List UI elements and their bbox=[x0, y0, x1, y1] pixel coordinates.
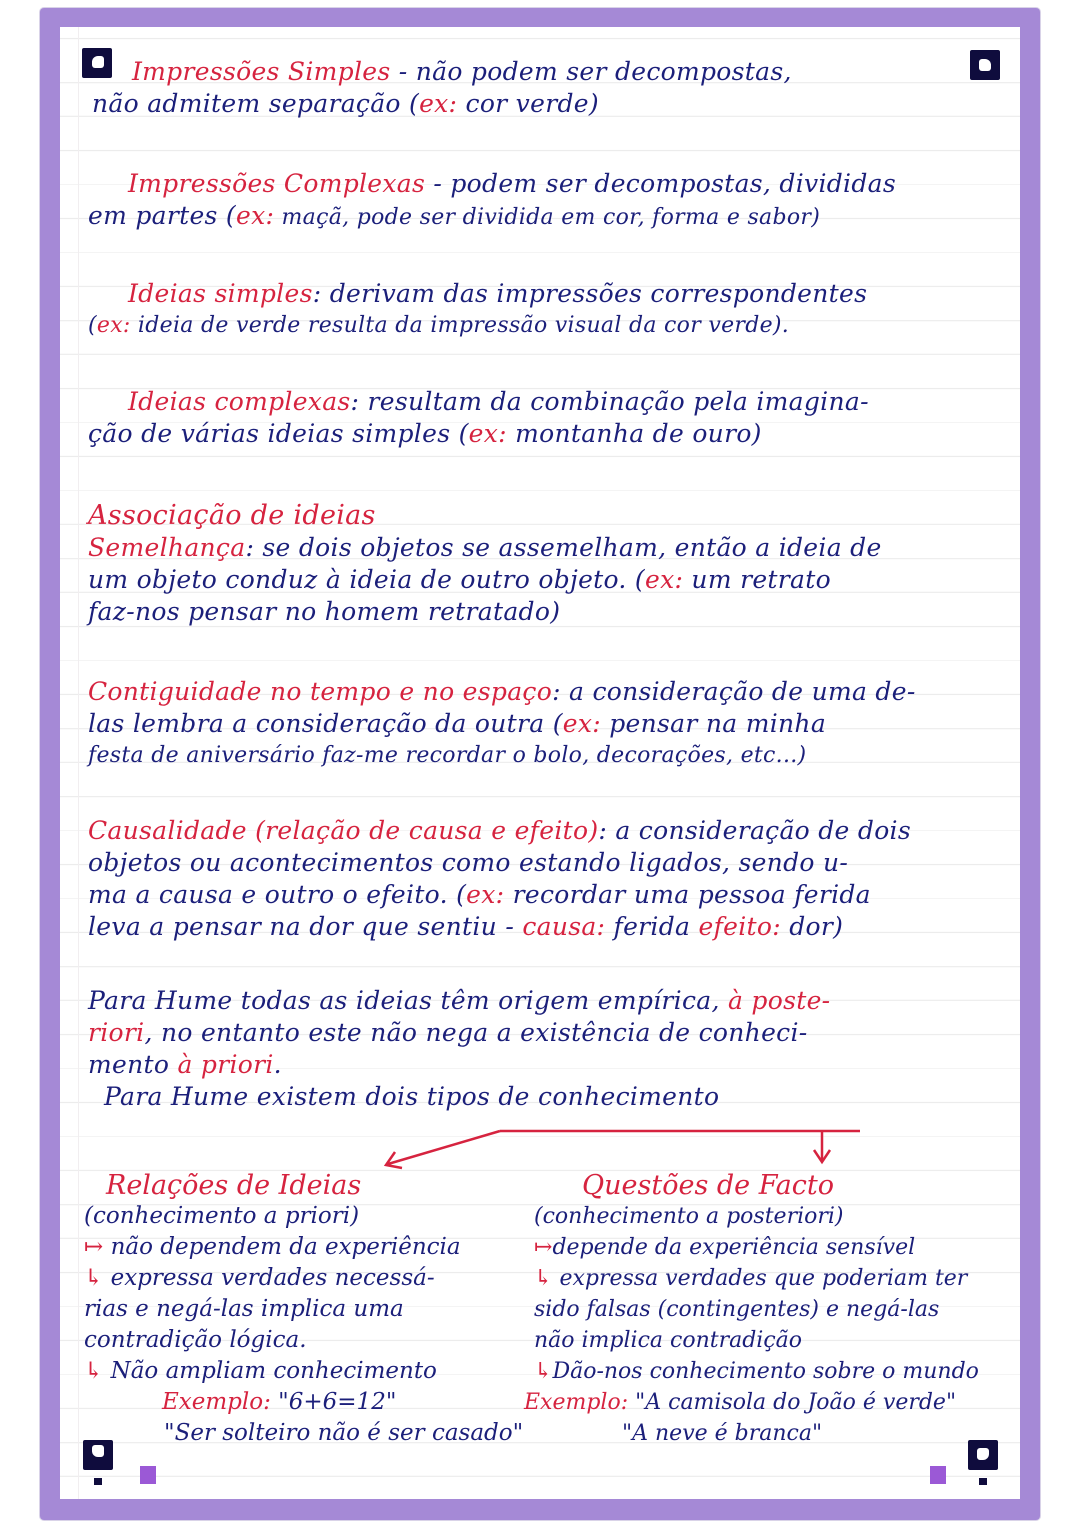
section-impressoes-simples: Impressões Simples - não podem ser decompostas, não admitem separação (ex: cor verde) bbox=[92, 57, 792, 118]
column-questoes-de-facto: Questões de Facto (conhecimento a posteriori) ↦depende da experiência sensível ↳ expressa verdades que poderiam ter sido falsas (contingentes) e negá-las não implica contradição ↳Dão-nos conhecimento sobre o mundo Exemplo: "A camisola do João é verde" "A neve é branca" bbox=[534, 1170, 1014, 1449]
arrow-bullet-icon: ↳ bbox=[84, 1358, 104, 1384]
section-hume: Para Hume todas as ideias têm origem empírica, à poste- riori, no entanto este não nega a existência de conheci- mento à priori. Para Hume existem dois tipos de conhecimento bbox=[88, 986, 831, 1111]
arrow-bullet-icon: ↦ bbox=[84, 1234, 104, 1260]
column-title: Questões de Facto bbox=[582, 1170, 834, 1201]
section-ideias-simples: Ideias simples: derivam das impressões correspondentes (ex: ideia de verde resulta da impressão visual da cor verde). bbox=[88, 279, 868, 338]
term: Impressões Simples bbox=[132, 57, 391, 86]
column-relacoes-de-ideias: Relações de Ideias (conhecimento a priori) ↦ não dependem da experiência ↳ expressa verdades necessá- rias e negá-las implica uma contradição lógica. ↳ Não ampliam conhecimento Exemplo: "6+6=12" "Ser solteiro não é ser casado" bbox=[84, 1170, 524, 1446]
arrow-bullet-icon: ↦ bbox=[534, 1235, 553, 1260]
section-causalidade: Causalidade (relação de causa e efeito): a consideração de dois objetos ou acontecimentos como estando ligados, sendo u- ma a causa e outro o efeito. (ex: recordar uma pessoa ferida leva a pensar na dor que sentiu - causa: ferida efeito: dor) bbox=[88, 816, 911, 941]
arrow-bullet-icon: ↳ bbox=[84, 1265, 104, 1291]
section-ideias-complexas: Ideias complexas: resultam da combinação pela imagina- ção de várias ideias simples (ex: montanha de ouro) bbox=[88, 387, 869, 448]
section-heading: Associação de ideias bbox=[88, 500, 376, 531]
column-title: Relações de Ideias bbox=[106, 1170, 362, 1201]
section-contiguidade: Contiguidade no tempo e no espaço: a consideração de uma de- las lembra a consideração da outra (ex: pensar na minha festa de aniversário faz-me recordar o bolo, decorações, etc...) bbox=[88, 677, 916, 768]
section-impressoes-complexas: Impressões Complexas - podem ser decompostas, divididas em partes (ex: maçã, pode ser dividida em cor, forma e sabor) bbox=[88, 169, 896, 230]
arrow-bullet-icon: ↳ bbox=[534, 1359, 553, 1384]
section-associacao-ideias: Associação de ideias Semelhança: se dois objetos se assemelham, então a ideia de um objeto conduz à ideia de outro objeto. (ex: um retrato faz-nos pensar no homem retratado) bbox=[88, 500, 1008, 628]
arrow-bullet-icon: ↳ bbox=[534, 1266, 553, 1291]
